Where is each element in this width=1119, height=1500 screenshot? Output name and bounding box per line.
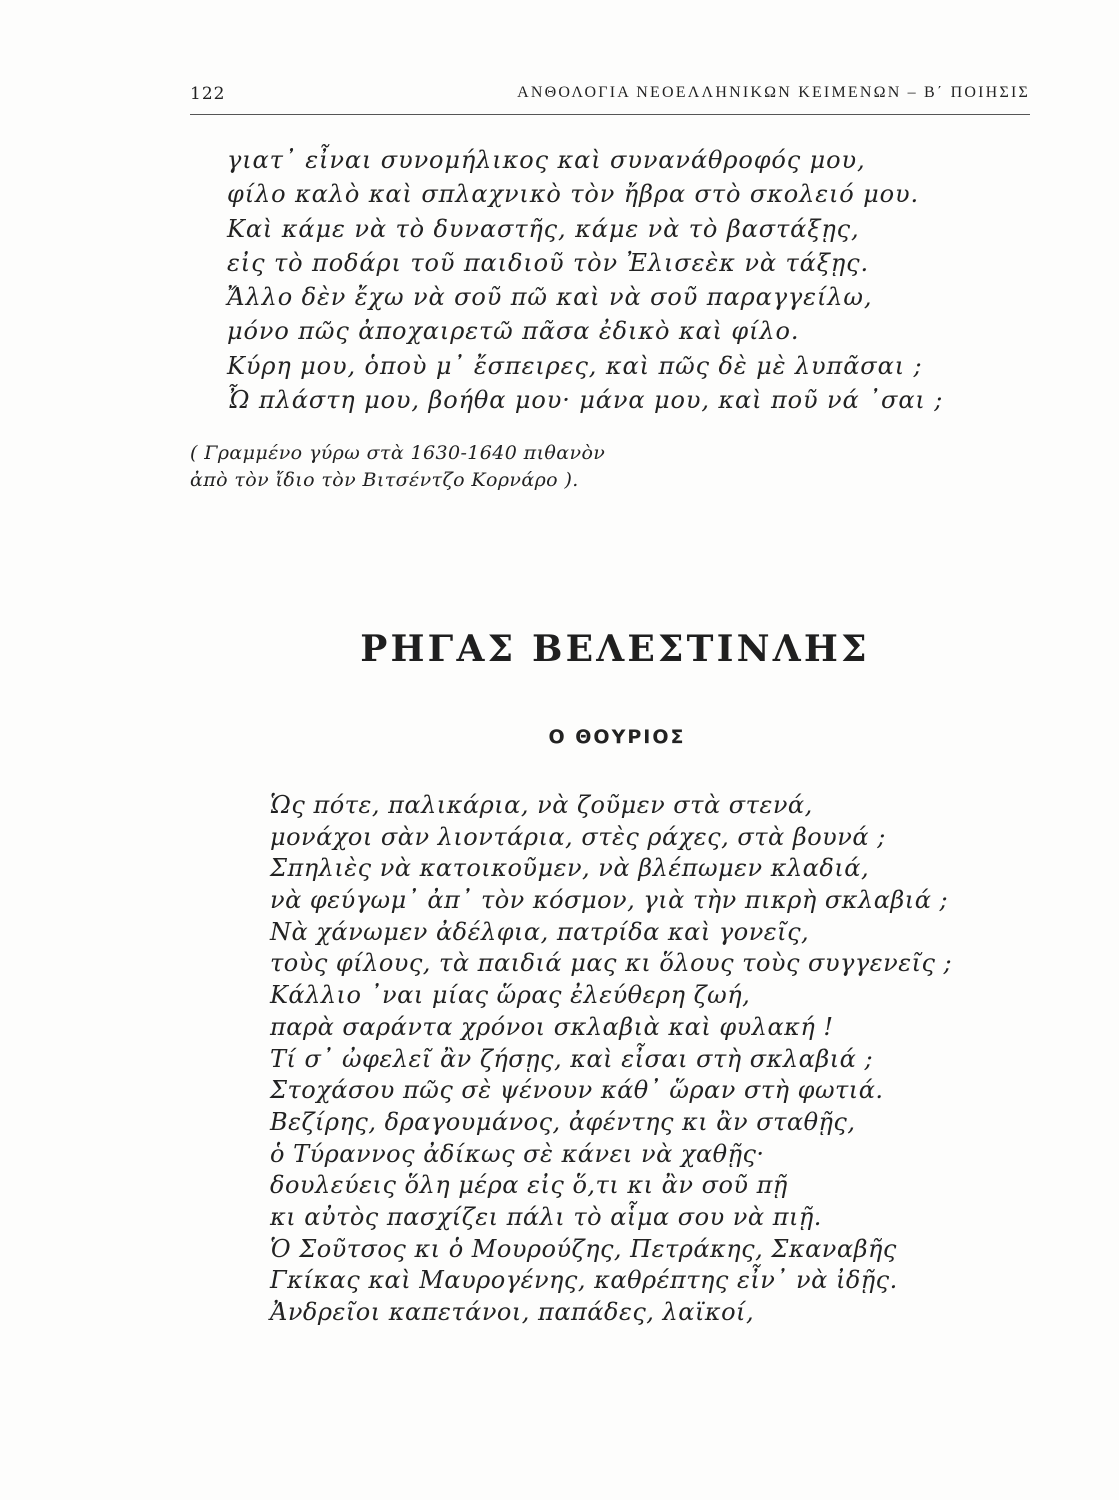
note-line: ( Γραμμένο γύρω στὰ 1630-1640 πιθανὸν: [190, 442, 606, 464]
verse-line: Ὦ πλάστη μου, βοήθα μου· μάνα μου, καὶ ποῦ νά ᾿σαι ;: [227, 386, 944, 415]
verse-line: Ἄλλο δὲν ἔχω νὰ σοῦ πῶ καὶ νὰ σοῦ παραγγείλω,: [227, 283, 873, 312]
verse-line: μόνο πῶς ἀποχαιρετῶ πᾶσα ἐδικὸ καὶ φίλο.: [227, 317, 800, 346]
verse-line: μονάχοι σὰν λιοντάρια, στὲς ράχες, στὰ βουνά ;: [270, 822, 886, 851]
page-header: [190, 78, 1030, 115]
verse-line: Ἀνδρεῖοι καπετάνοι, παπάδες, λαϊκοί,: [270, 1298, 755, 1326]
verse-line: Νὰ χάνωμεν ἀδέλφια, πατρίδα καὶ γονεῖς,: [270, 917, 810, 946]
verse-line: Βεζίρης, δραγουμάνος, ἀφέντης κι ἂν σταθῇς,: [270, 1107, 856, 1136]
verse-line: Κάλλιο ᾿ναι μίας ὥρας ἐλεύθερη ζωή,: [270, 981, 751, 1010]
verse-line: Γκίκας καὶ Μαυρογένης, καθρέπτης εἶν᾿ νὰ ἰδῇς.: [270, 1266, 898, 1295]
verse-line: Ὁ Σοῦτσος κι ὁ Μουρούζης, Πετράκης, Σκαναβῆς: [270, 1234, 897, 1263]
poem-title: Ο ΘΟΥΡΙΟΣ: [548, 726, 686, 748]
verse-line: Τί σ᾿ ὠφελεῖ ἂν ζήσῃς, καὶ εἶσαι στὴ σκλαβιά ;: [270, 1044, 874, 1073]
verse-line: Σπηλιὲς νὰ κατοικοῦμεν, νὰ βλέπωμεν κλαδιά,: [270, 854, 870, 883]
verse-line: Στοχάσου πῶς σὲ ψένουν κάθ᾿ ὥραν στὴ φωτιά.: [270, 1076, 884, 1105]
verse-line: Καὶ κάμε νὰ τὸ δυναστῆς, κάμε νὰ τὸ βαστάξῃς,: [227, 214, 860, 243]
verse-line: κι αὐτὸς πασχίζει πάλι τὸ αἷμα σου νὰ πιῇ.: [270, 1202, 822, 1231]
verse-line: εἰς τὸ ποδάρι τοῦ παιδιοῦ τὸν Ἐλισεὲκ νὰ τάξῃς.: [227, 248, 870, 277]
attribution-note: [190, 440, 605, 494]
verse-line: Ὡς πότε, παλικάρια, νὰ ζοῦμεν στὰ στενά,: [270, 791, 813, 819]
verse-line: δουλεύεις ὅλη μέρα εἰς ὅ,τι κι ἂν σοῦ πῇ: [270, 1171, 788, 1200]
note-line: ἀπὸ τὸν ἴδιο τὸν Βιτσέντζο Κορνάρο ).: [190, 469, 579, 491]
page-number: 122: [190, 84, 226, 104]
verse-line: ὁ Τύραννος ἀδίκως σὲ κάνει νὰ χαθῇς·: [270, 1139, 765, 1168]
verse-line: τοὺς φίλους, τὰ παιδιά μας κι ὅλους τοὺς συγγενεῖς ;: [270, 949, 953, 978]
verse-line: φίλο καλὸ καὶ σπλαχνικὸ τὸν ἤβρα στὸ σκολειό μου.: [227, 180, 920, 209]
verse-line: Κύρη μου, ὁποὺ μ᾿ ἔσπειρες, καὶ πῶς δὲ μὲ λυπᾶσαι ;: [227, 351, 923, 380]
author-heading: ΡΗΓΑΣ ΒΕΛΕΣΤΙΝΛΗΣ: [360, 628, 870, 670]
previous-poem-ending: [227, 143, 943, 417]
verse-line: νὰ φεύγωμ᾿ ἀπ᾿ τὸν κόσμον, γιὰ τὴν πικρὴ σκλαβιά ;: [270, 886, 949, 915]
poem-body: [270, 790, 952, 1329]
verse-line: παρὰ σαράντα χρόνοι σκλαβιὰ καὶ φυλακή !: [270, 1012, 834, 1041]
running-head: ΑΝΘΟΛΟΓΙΑ ΝΕΟΕΛΛΗΝΙΚΩΝ ΚΕΙΜΕΝΩΝ – Β΄ ΠΟΙΗΣΙΣ: [517, 84, 1030, 101]
verse-line: γιατ᾿ εἶναι συνομήλικος καὶ συνανάθροφός μου,: [227, 146, 866, 174]
